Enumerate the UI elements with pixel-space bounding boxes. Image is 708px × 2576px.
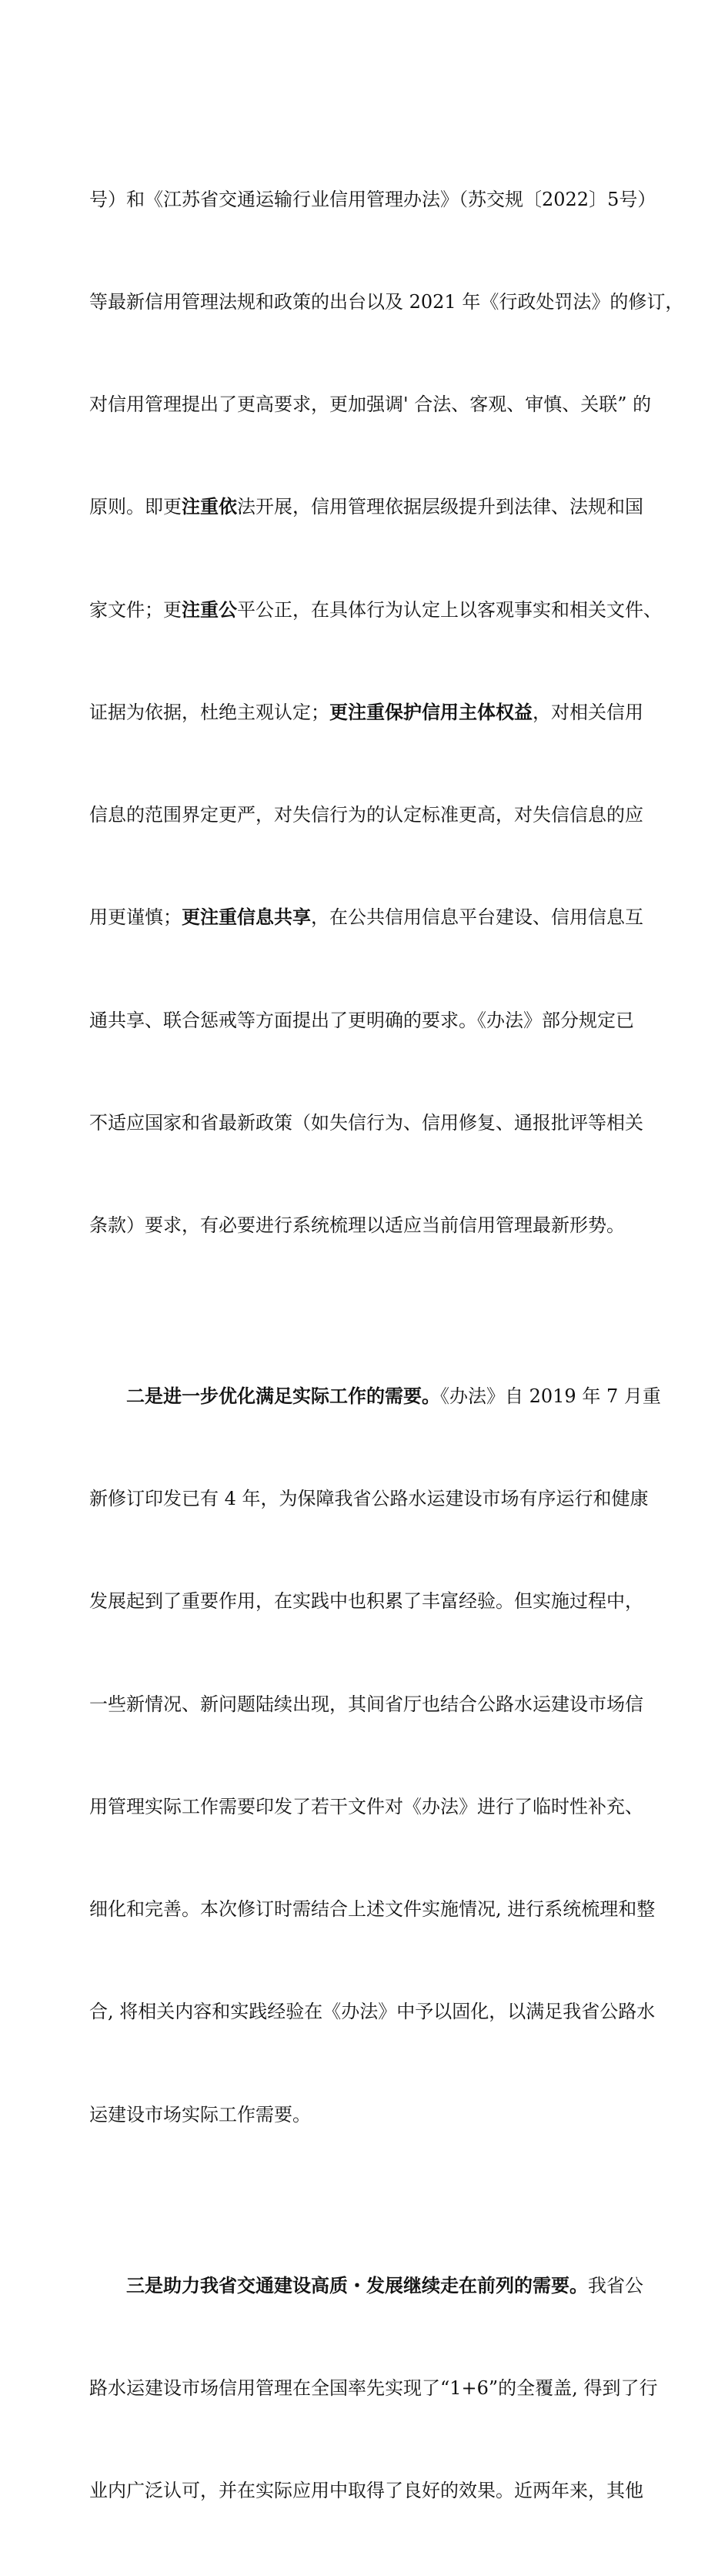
text-line: 业内广泛认可，并在实际应用中取得了良好的效果。近两年来，其他 <box>89 2480 643 2502</box>
text-line: 细化和完善。本次修订时需结合上述文件实施情况, 进行系统梳理和整 <box>89 1898 656 1921</box>
bold-heading-phrase: 二是进一步优化满足实际工作的需要。 <box>126 1385 440 1408</box>
paragraph-practical-needs <box>89 1311 661 2200</box>
text-line <box>89 1379 661 1413</box>
text-segment: 家文件；更 <box>89 598 182 621</box>
text-line: 新修订印发已有 4 年，为保障我省公路水运建设市场有序运行和健康 <box>89 1488 649 1510</box>
text-line: 条款）要求，有必要进行系统梳理以适应当前信用管理最新形势。 <box>89 1214 625 1236</box>
bold-phrase: 注重公 <box>182 598 237 621</box>
text-line: 信息的范围界定更严，对失信行为的认定标准更高，对失信信息的应 <box>89 804 643 826</box>
paragraph-credit-regulations <box>89 114 684 1311</box>
text-line: 等最新信用管理法规和政策的出台以及 2021 年《行政处罚法》的修订， <box>89 291 684 313</box>
bold-phrase: 更注重信息共享 <box>182 906 311 929</box>
text-segment: 我省公 <box>588 2274 643 2296</box>
text-segment: 用更谨慎； <box>89 906 182 929</box>
text-line: 运建设市场实际工作需要。 <box>89 2103 311 2125</box>
text-segment: 法开展，信用管理依据层级提升到法律、法规和国 <box>237 496 643 518</box>
text-line <box>89 593 662 627</box>
text-line <box>89 695 651 729</box>
paragraph-quality-development <box>89 2200 658 2576</box>
text-line: 发展起到了重要作用，在实践中也积累了丰富经验。但实施过程中， <box>89 1590 643 1613</box>
text-line: 合, 将相关内容和实践经验在《办法》中予以固化，以满足我省公路水 <box>89 2001 656 2023</box>
text-line: 用管理实际工作需要印发了若干文件对《办法》进行了临时性补充、 <box>89 1795 643 1817</box>
text-segment: 证据为依据，杜绝主观认定； <box>89 701 329 723</box>
bold-phrase: 更注重保护信用主体权益 <box>329 700 533 723</box>
text-segment: 平公正，在具体行为认定上以客观事实和相关文件、 <box>237 598 662 621</box>
text-segment: ，对相关信用 <box>533 701 643 723</box>
text-segment: 原则。即更 <box>89 496 182 518</box>
bold-phrase: 注重依 <box>182 495 237 518</box>
text-segment: 《办法》自 2019 年 7 月重 <box>440 1385 661 1408</box>
text-line: 号）和《江苏省交通运输行业信用管理办法》（苏交规〔2022〕5号） <box>89 188 656 210</box>
text-line: 路水运建设市场信用管理在全国率先实现了“1+6”的全覆盖, 得到了行 <box>89 2377 658 2399</box>
text-line: 不适应国家和省最新政策（如失信行为、信用修复、通报批评等相关 <box>89 1111 643 1134</box>
text-line <box>89 900 651 934</box>
text-line: 对信用管理提出了更高要求，更加强调' 合法、客观、审慎、关联” 的 <box>89 394 652 416</box>
text-line <box>89 2269 651 2303</box>
text-segment: ，在公共信用信息平台建设、信用信息互 <box>311 906 643 929</box>
bold-heading-phrase: 三是助力我省交通建设高质・发展继续走在前列的需要。 <box>126 2273 588 2296</box>
text-line <box>89 490 651 524</box>
text-line: 通共享、联合惩戒等方面提出了更明确的要求。《办法》部分规定已 <box>89 1009 634 1031</box>
text-line: 一些新情况、新问题陆续出现，其间省厅也结合公路水运建设市场信 <box>89 1693 643 1715</box>
document-body <box>89 114 684 2576</box>
